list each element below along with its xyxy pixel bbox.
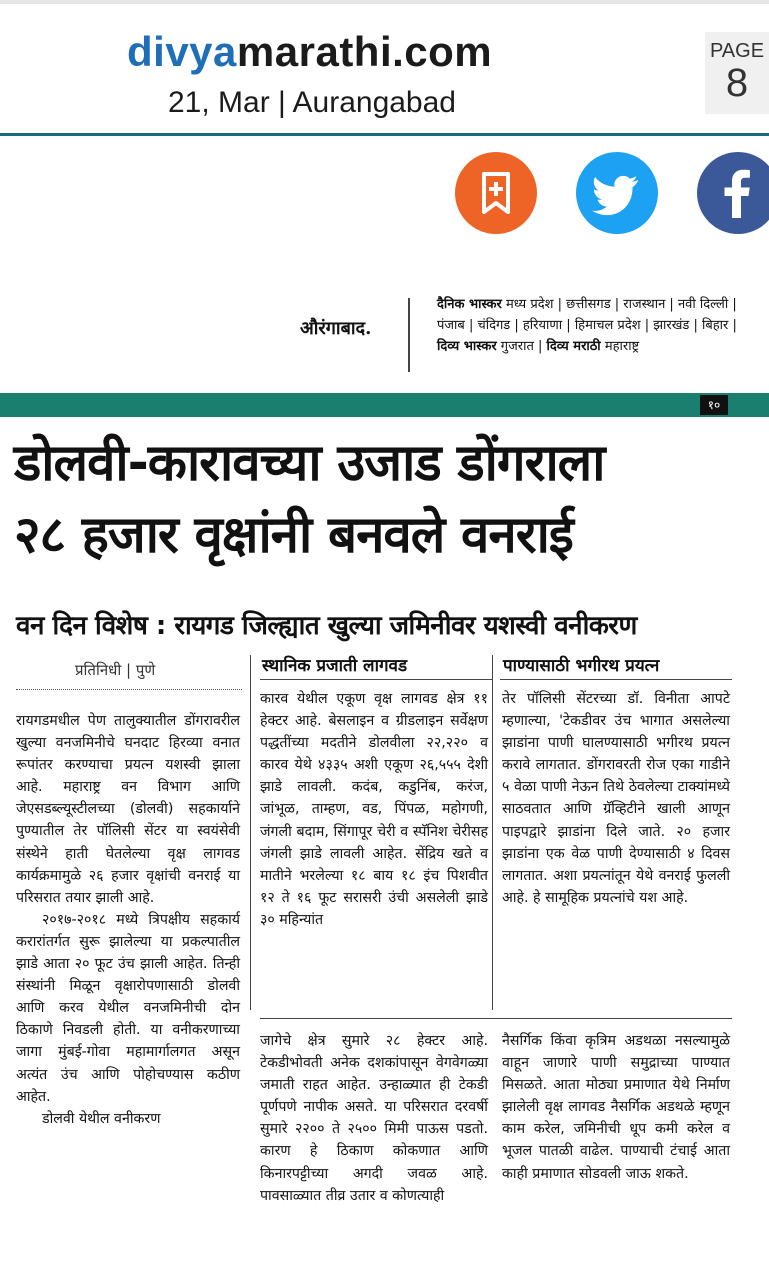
- edition-city: औरंगाबाद.: [300, 318, 372, 339]
- article-column-3-bottom: [502, 1030, 730, 1185]
- brand-divya-marathi-states: महाराष्ट्र: [604, 339, 640, 354]
- top-border: [0, 0, 769, 4]
- logo-part-divya: divya: [127, 28, 237, 75]
- header-divider: [0, 133, 769, 136]
- headline-line-2: २८ हजार वृक्षांनी बनवले वनराई: [14, 506, 573, 565]
- brand-divya-bhaskar: दिव्य भास्कर: [437, 339, 497, 354]
- col3-heading: पाण्यासाठी भगीरथ प्रयत्न: [503, 656, 660, 676]
- col2-paragraph-1: कारव येथील एकूण वृक्ष लागवड क्षेत्र ११ हेक्टर आहे. बेसलाइन व ग्रीडलाइन सर्वेक्षण पद्धतींच्या मदतीने डोलवीला २२,२२० व कारव येथे ४३३५ अशी एकूण २६,५५५ देशी झाडे लावली. कदंब, कडुनिंब, करंज, जांभूळ, ताम्हण, वड, पिंपळ, महोगणी, जंगली बदाम, सिंगापूर चेरी व स्पॅनिश चेरीसह जंगली झाडे लावली आहेत. सेंद्रिय खते व मातीने भरलेल्या १८ बाय १८ इंच पिशवीत १२ ते १६ फूट सरासरी उंची असलेली झाडे ३० महिन्यांत: [260, 691, 488, 928]
- site-logo[interactable]: [127, 28, 492, 76]
- logo-part-marathi: marathi.com: [236, 28, 493, 75]
- col3-heading-rule: [500, 679, 732, 680]
- bookmark-button[interactable]: [455, 152, 537, 234]
- section-divider: [260, 1018, 732, 1019]
- page-band: [0, 393, 769, 417]
- col2-heading-rule: [260, 679, 492, 680]
- article-headline: [14, 428, 762, 572]
- headline-line-1: डोलवी-कारावच्या उजाड डोंगराला: [14, 434, 605, 493]
- column-divider-1: [250, 655, 251, 1010]
- edition-dateline: 21, Mar | Aurangabad: [168, 86, 456, 119]
- brand-divya-bhaskar-states: गुजरात |: [500, 339, 543, 354]
- col1-paragraph-2: २०१७-२०१८ मध्ये त्रिपक्षीय सहकार्य करारांतर्गत सुरू झालेल्या या प्रकल्पातील झाडे आता २० फूट उंच झाली आहेत. तिन्ही संस्थांनी मिळून वृक्षारोपणासाठी डोलवी आणि करव येथील वनजमिनीची दोन ठिकाणे निवडली होती. या वनीकरणाच्या जागा मुंबई-गोवा महामार्गालगत असून अत्यंत उंच आणि पोहोचण्यास कठीण आहेत.: [16, 911, 240, 1105]
- page-indicator: [705, 32, 769, 114]
- brand-divya-marathi: दिव्य मराठी: [546, 339, 601, 354]
- col3-paragraph-1: तेर पॉलिसी सेंटरच्या डॉ. विनीता आपटे म्हणाल्या, 'टेकडीवर उंच भागात असलेल्या झाडांना पाणी घालण्यासाठी भगीरथ प्रयत्न करावे लागतात. डोंगरावरती रोज एका गाडीने ५ वेळा पाणी नेऊन तिथे ठेवलेल्या टाक्यांमध्ये साठवतात आणि ग्रॅव्हिटीने खाली आणून पाइपद्वारे झाडांना दिले जाते. २० हजार झाडांना एक वेळ पाणी देण्यासाठी ४ दिवस लागतात. अशा प्रयत्नांतून येथे वनराई फुलली आहे. हे सामूहिक प्रयत्नांचे यश आहे.: [502, 691, 730, 906]
- meta-divider: [408, 298, 410, 372]
- col2-heading: स्थानिक प्रजाती लागवड: [262, 656, 408, 676]
- facebook-share-button[interactable]: [697, 152, 769, 234]
- article-column-1: [16, 710, 240, 1130]
- col1-paragraph-1: रायगडमधील पेण तालुक्यातील डोंगरावरील खुल्या वनजमिनीचे घनदाट हिरव्या वनात रूपांतर करण्याचा प्रयत्न यशस्वी झाला आहे. महाराष्ट्र वन विभाग आणि जेएसडब्ल्यूस्टीलच्या (डोलवी) सहकार्याने पुण्यातील तेर पॉलिसी सेंटर या स्वयंसेवी संस्थेने हाती घेतलेल्या वृक्ष लागवड कार्यक्रमामुळे २६ हजार वृक्षांची वनराई या परिसरात तयार झाली आहे.: [16, 713, 240, 906]
- article-subheading: वन दिन विशेष : रायगड जिल्ह्यात खुल्या जमिनीवर यशस्वी वनीकरण: [16, 611, 637, 641]
- page-number: 8: [725, 61, 749, 105]
- twitter-share-button[interactable]: [576, 152, 658, 234]
- brand-bhaskar: दैनिक भास्कर: [437, 297, 502, 312]
- col3-paragraph-2: नैसर्गिक किंवा कृत्रिम अडथळा नसल्यामुळे वाहून जाणारे पाणी समुद्राच्या पाण्यात मिसळते. आता मोठ्या प्रमाणात येथे निर्माण झालेली वृक्ष लागवड नैसर्गिक अडथळे म्हणून काम करेल, जमिनीची धूप कमी करेल व भूजल पातळी वाढेल. पाण्याची टंचाई आता काही प्रमाणात सोडवली जाऊ शकते.: [502, 1033, 730, 1182]
- group-brands: [437, 294, 737, 357]
- article-column-2-top: [260, 688, 488, 931]
- byline-rule: [16, 689, 242, 690]
- col2-paragraph-2: जागेचे क्षेत्र सुमारे २८ हेक्टर आहे. टेकडीभोवती अनेक दशकांपासून वेगवेगळ्या जमाती राहत आहेत. उन्हाळ्यात ही टेकडी पूर्णपणे नापीक असते. या परिसरात दरवर्षी सुमारे २२०० ते २५०० मिमी पाऊस पडतो. कारण हे ठिकाण कोकणात आणि किनारपट्टीच्या अगदी जवळ आहे. पावसाळ्यात तीव्र उतार व कोणत्याही: [260, 1033, 488, 1204]
- print-page-number: १०: [700, 395, 728, 415]
- facebook-icon: [697, 152, 769, 234]
- brand-bhaskar-states: मध्य प्रदेश | छत्तीसगड | राजस्थान | नवी दिल्ली | पंजाब | चंदिगड | हरियाणा | हिमाचल प्रदेश | झारखंड | बिहार |: [437, 297, 737, 333]
- page-label: PAGE: [709, 40, 765, 62]
- article-column-2-bottom: [260, 1030, 488, 1207]
- twitter-icon: [576, 152, 658, 234]
- article-column-3-top: [502, 688, 730, 909]
- col1-paragraph-3: डोलवी येथील वनीकरण: [42, 1110, 161, 1127]
- byline: प्रतिनिधी | पुणे: [75, 661, 156, 679]
- bookmark-icon: [455, 152, 537, 234]
- column-divider-2: [492, 655, 493, 1010]
